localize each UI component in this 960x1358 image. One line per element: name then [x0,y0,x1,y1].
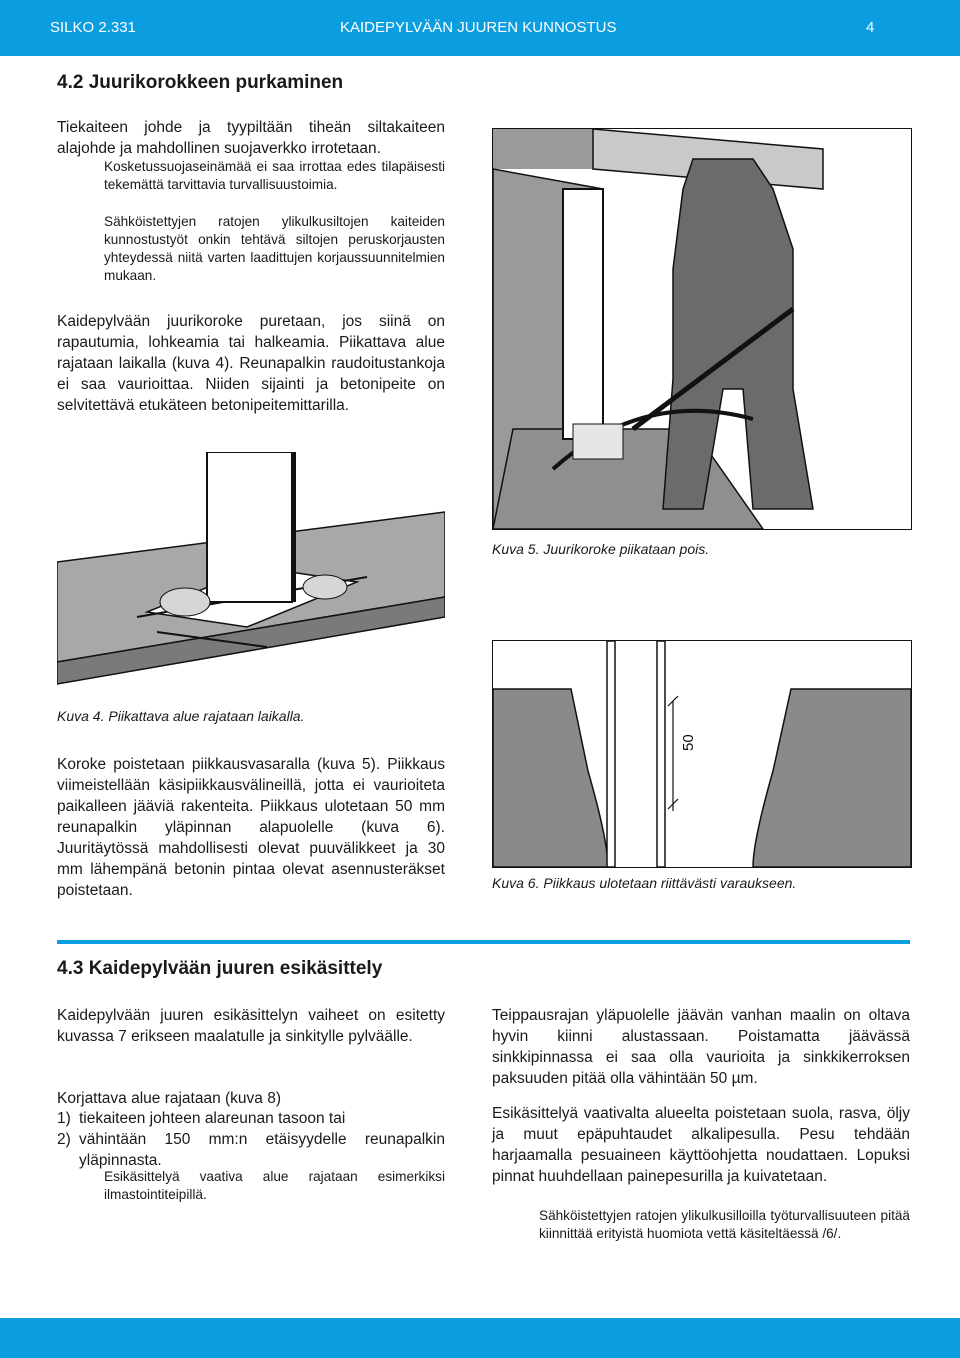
page-header [0,0,960,56]
document-title: KAIDEPYLVÄÄN JUUREN KUNNOSTUS [340,19,617,36]
note-electrified-rail: Sähköistettyjen ratojen ylikulkusiltojen kaiteiden kunnostustyöt onkin tehtävä siltojen peruskorjausten yhteydessä niitä varten laadittujen korjaussuunnitelmien mukaan. [104,214,445,283]
document-code: SILKO 2.331 [50,19,136,36]
section-heading-4-3: 4.3 Kaidepylvään juuren esikäsittely [57,958,383,979]
paragraph-remove-rail: Tiekaiteen johde ja tyypiltään tiheän siltakaiteen alajohde ja mahdollinen suojaverkko irrotetaan. [57,119,445,157]
list-item: 2) vähintään 150 mm:n etäisyydelle reunapalkin yläpinnasta. [57,1131,445,1169]
caption-kuva-5: Kuva 5. Juurikoroke piikataan pois. [492,541,710,557]
note-electrified-water: Sähköistettyjen ratojen ylikulkusilloilla työturvallisuuteen pitää kiinnittää erityistä huomiota vettä käsiteltäessä /6/. [539,1208,910,1241]
paragraph-pretreatment-phases: Kaidepylvään juuren esikäsittelyn vaiheet on esitetty kuvassa 7 erikseen maalatulle ja sinkitylle pylväälle. [57,1007,445,1045]
page-footer [0,1318,960,1358]
paragraph-old-paint: Teippausrajan yläpuolelle jäävän vanhan maalin on oltava hyvin kiinni alustassaan. Poistamatta jäävässä sinkkipinnassa ei saa olla vaurioita ja sinkkikerroksen paksuuden pitää olla vähintään 50 µm. [492,1007,910,1087]
figure-kuva-5 [492,128,912,530]
paragraph-remove-base: Koroke poistetaan piikkausvasaralla (kuva 5). Piikkaus viimeistellään käsipiikkausvälineillä, jotta ei vaurioiteta paikalleen jääviä rakenteita. Piikkaus ulotetaan 50 mm reunapalkin yläpinnan alapuolelle (kuva 6). Juuritäytössä mahdollisesti olevat puuvälikkeet ja 30 mm lähempänä betonin pintaa olevat asennusteräkset poistetaan. [57,756,445,899]
paragraph-dismantle-base: Kaidepylvään juurikoroke puretaan, jos siinä on rapautumia, lohkeamia tai halkeamia. Piikattava alue rajataan laikalla (kuva 4). Reunapalkin raudoitustankoja ei saa vaurioittaa. Niiden sijainti ja betonipeite on selvitettävä etukäteen betonipeitemittarilla. [57,313,445,414]
caption-kuva-6: Kuva 6. Piikkaus ulotetaan riittävästi varaukseen. [492,875,797,891]
paragraph-cleaning: Esikäsittelyä vaativalta alueelta poistetaan suola, rasva, öljy ja muut epäpuhtaudet alkalipesulla. Pesu tehdään harjaamalla pesuaineen käyttöohjetta noudattaen. Lopuksi pinnat huuhdellaan painepesurilla ja kuivatetaan. [492,1105,910,1185]
page-number: 4 [866,19,875,36]
figure-kuva-4 [57,452,445,700]
section-divider [57,940,910,944]
list-item: 1) tiekaiteen johteen alareunan tasoon tai [57,1110,346,1127]
list-repair-limits [57,1108,445,1171]
paragraph-repair-area: Korjattava alue rajataan (kuva 8) [57,1090,282,1107]
section-heading-4-2: 4.2 Juurikorokkeen purkaminen [57,72,344,93]
kuva-6-dimension-label: 50 [680,734,697,751]
caption-kuva-4: Kuva 4. Piikattava alue rajataan laikalla. [57,708,305,724]
figure-kuva-6 [492,640,912,868]
note-taping: Esikäsittelyä vaativa alue rajataan esimerkiksi ilmastointiteipillä. [104,1169,445,1202]
note-contact-protection: Kosketussuojaseinämää ei saa irrottaa edes tilapäisesti tekemättä tarvittavia turvallisuustoimia. [104,159,445,192]
